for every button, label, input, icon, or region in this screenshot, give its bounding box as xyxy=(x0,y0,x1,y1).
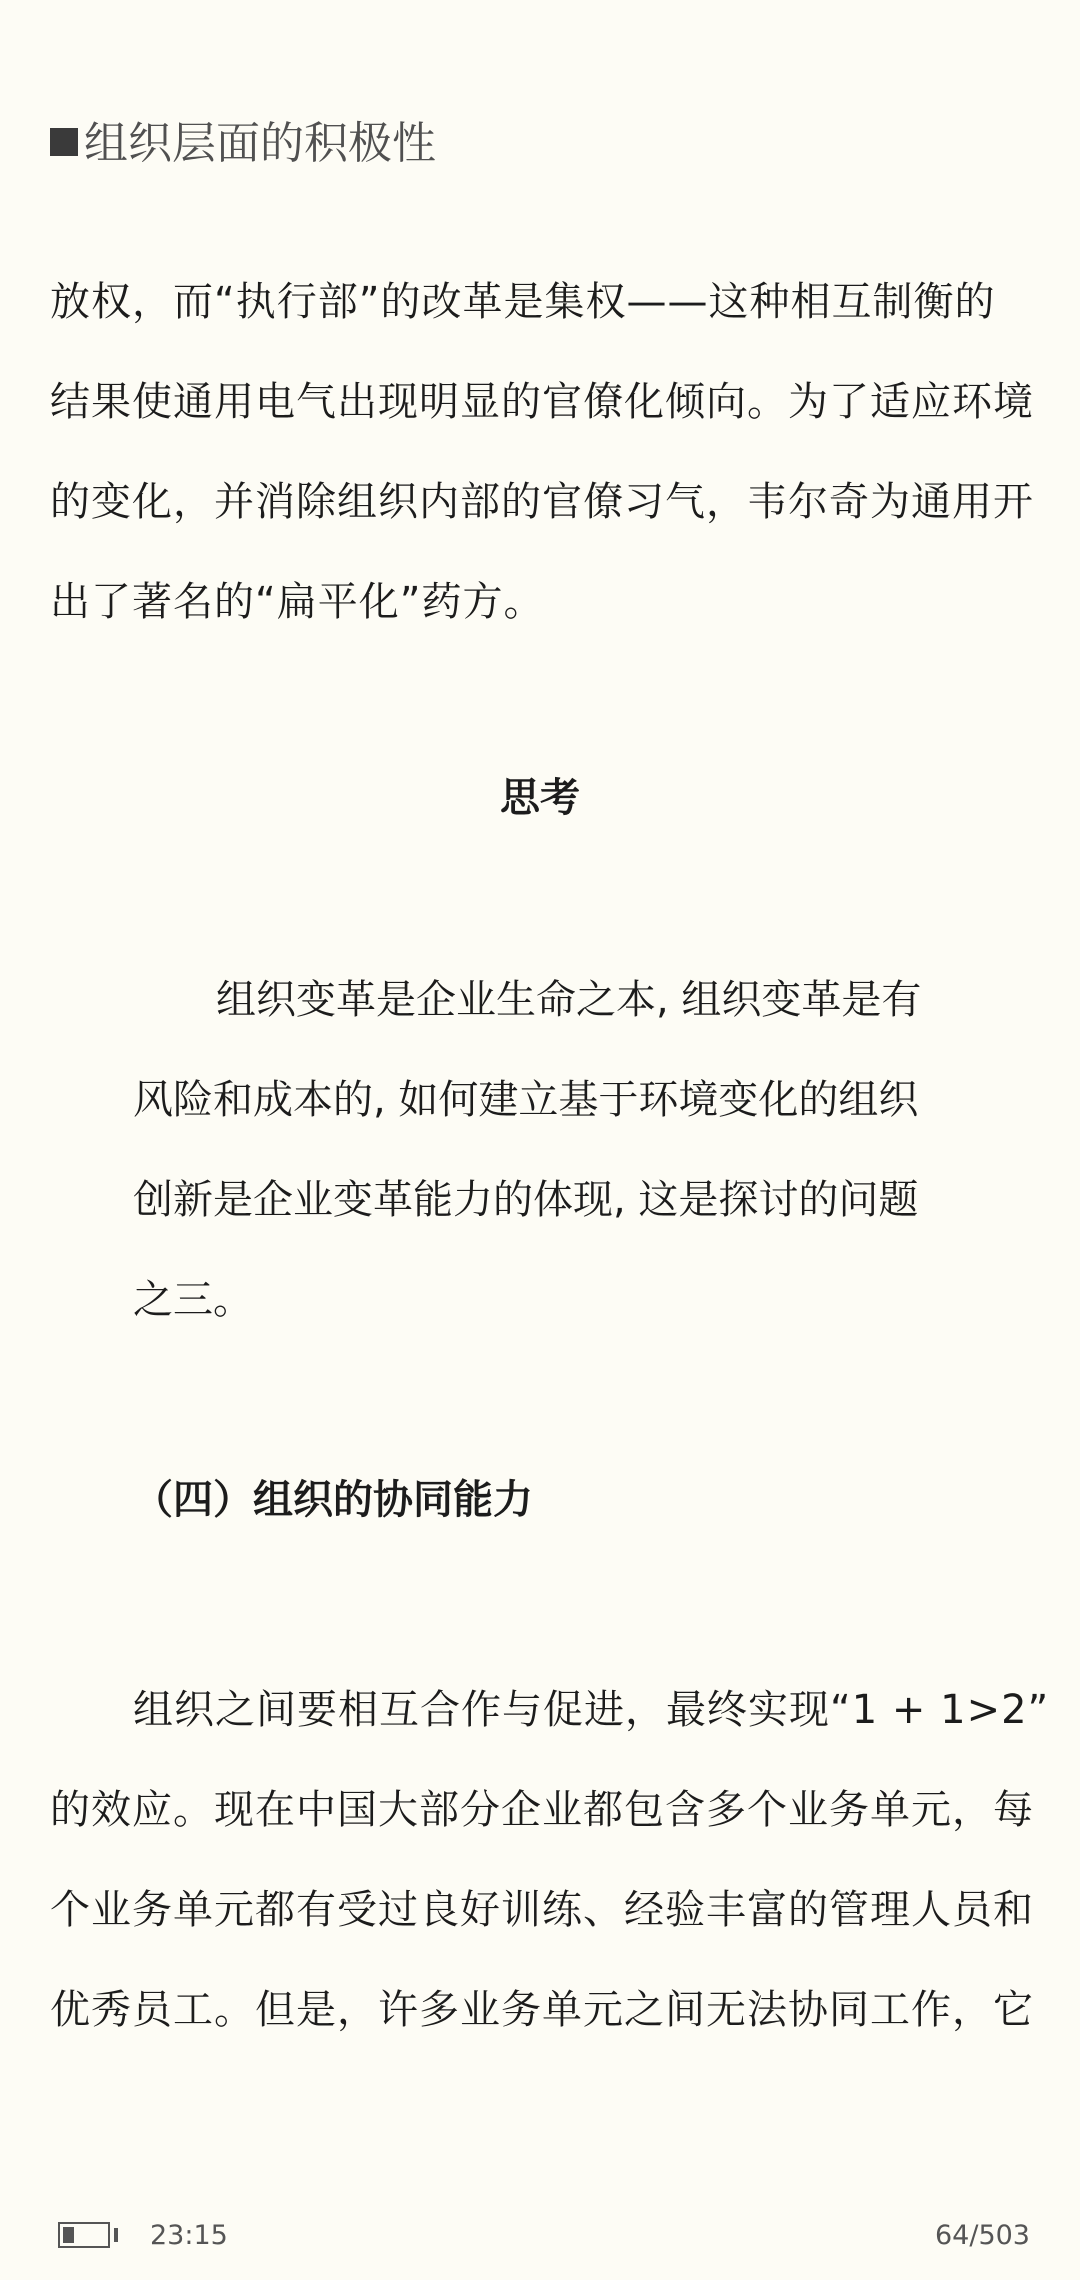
think-paragraph xyxy=(133,950,953,1350)
text-line: 风险和成本的, 如何建立基于环境变化的组织 xyxy=(133,1077,919,1123)
chapter-header xyxy=(50,118,436,171)
paragraph xyxy=(50,1660,1050,2060)
battery-tip xyxy=(114,2228,118,2242)
battery-fill xyxy=(63,2227,74,2243)
paragraph-continued xyxy=(50,252,1034,652)
text-line: 的变化，并消除组织内部的官僚习气，韦尔奇为通用开 xyxy=(50,479,1034,525)
black-square-icon xyxy=(50,128,78,156)
chapter-header-title: 组织层面的积极性 xyxy=(84,118,436,169)
text-line: 组织之间要相互合作与促进，最终实现“1 + 1>2” xyxy=(133,1687,1050,1733)
text-line: 出了著名的“扁平化”药方。 xyxy=(50,579,545,625)
page-number: 64/503 xyxy=(935,2220,1030,2251)
text-line: 放权，而“执行部”的改革是集权——这种相互制衡的 xyxy=(50,279,996,325)
section-heading: （四）组织的协同能力 xyxy=(133,1477,533,1523)
reader-status-bar xyxy=(0,2218,1080,2262)
think-section-title: 思考 xyxy=(500,775,580,821)
battery-icon xyxy=(58,2222,110,2248)
clock: 23:15 xyxy=(150,2220,228,2251)
text-line: 的效应。现在中国大部分企业都包含多个业务单元，每 xyxy=(50,1787,1034,1833)
text-line: 结果使通用电气出现明显的官僚化倾向。为了适应环境 xyxy=(50,379,1034,425)
text-line: 个业务单元都有受过良好训练、经验丰富的管理人员和 xyxy=(50,1887,1034,1933)
text-line: 之三。 xyxy=(133,1277,253,1323)
text-line: 优秀员工。但是，许多业务单元之间无法协同工作，它 xyxy=(50,1987,1034,2033)
text-line: 组织变革是企业生命之本, 组织变革是有 xyxy=(216,977,922,1023)
text-line: 创新是企业变革能力的体现, 这是探讨的问题 xyxy=(133,1177,919,1223)
